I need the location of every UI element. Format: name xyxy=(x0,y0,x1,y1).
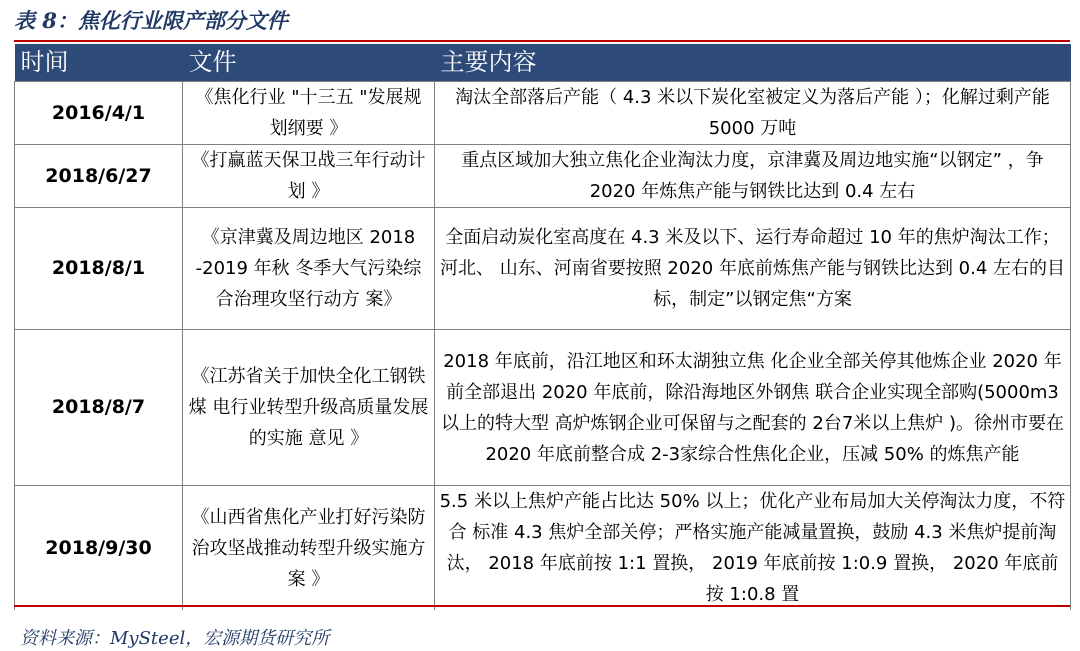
row-date: 2018/8/7 xyxy=(15,330,183,486)
table-row xyxy=(15,145,1071,208)
table-row xyxy=(15,486,1071,611)
header-time: 时间 xyxy=(15,44,183,82)
row-document: 《江苏省关于加快全化工钢铁煤 电行业转型升级高质量发展的实施 意见 》 xyxy=(183,330,435,486)
top-divider xyxy=(14,40,1070,42)
table-title: 表 8：焦化行业限产部分文件 xyxy=(14,8,288,33)
row-content: 2018 年底前，沿江地区和环太湖独立焦 化企业全部关停其他炼企业 2020 年前全部退出 2020 年底前，除沿海地区外钢焦 联合企业实现全部购(5000m3 以上的特大型 高炉炼钢企业可保留与之配套的 2台7米以上焦炉 )。徐州市要在 2020 年底前整合成 2-3家综合性焦化企业，压减 50% 的炼焦产能 xyxy=(435,330,1071,486)
bottom-divider xyxy=(14,605,1070,607)
source-note: 资料来源：MySteel，宏源期货研究所 xyxy=(20,628,330,649)
row-document: 《打赢蓝天保卫战三年行动计划 》 xyxy=(183,145,435,208)
row-document: 《京津冀及周边地区 2018 -2019 年秋 冬季大气污染综合治理攻坚行动方 案》 xyxy=(183,208,435,330)
table-row xyxy=(15,82,1071,145)
row-date: 2018/9/30 xyxy=(15,486,183,611)
table-header-row xyxy=(15,44,1071,82)
row-date: 2018/8/1 xyxy=(15,208,183,330)
policy-table xyxy=(14,44,1071,610)
row-content: 重点区域加大独立焦化企业淘汰力度，京津冀及周边地实施“以钢定” ，争2020 年炼焦产能与钢铁比达到 0.4 左右 xyxy=(435,145,1071,208)
header-content: 主要内容 xyxy=(435,44,1071,82)
row-content: 5.5 米以上焦炉产能占比达 50% 以上；优化产业布局加大关停淘汰力度，不符合 标准 4.3 焦炉全部关停；严格实施产能减量置换，鼓励 4.3 米焦炉提前淘汰， 2018 年底前按 1:1 置换， 2019 年底前按 1:0.9 置换， 2020 年底前按 1:0.8 置 xyxy=(435,486,1071,611)
header-document: 文件 xyxy=(183,44,435,82)
row-content: 淘汰全部落后产能（ 4.3 米以下炭化室被定义为落后产能 ）；化解过剩产能 5000 万吨 xyxy=(435,82,1071,145)
row-content: 全面启动炭化室高度在 4.3 米及以下、运行寿命超过 10 年的焦炉淘汰工作；河北、 山东、河南省要按照 2020 年底前炼焦产能与钢铁比达到 0.4 左右的目标，制定”以钢定焦“方案 xyxy=(435,208,1071,330)
table-row xyxy=(15,208,1071,330)
row-date: 2016/4/1 xyxy=(15,82,183,145)
row-document: 《山西省焦化产业打好污染防治攻坚战推动转型升级实施方案 》 xyxy=(183,486,435,611)
row-document: 《焦化行业 "十三五 "发展规划纲要 》 xyxy=(183,82,435,145)
table-row xyxy=(15,330,1071,486)
row-date: 2018/6/27 xyxy=(15,145,183,208)
